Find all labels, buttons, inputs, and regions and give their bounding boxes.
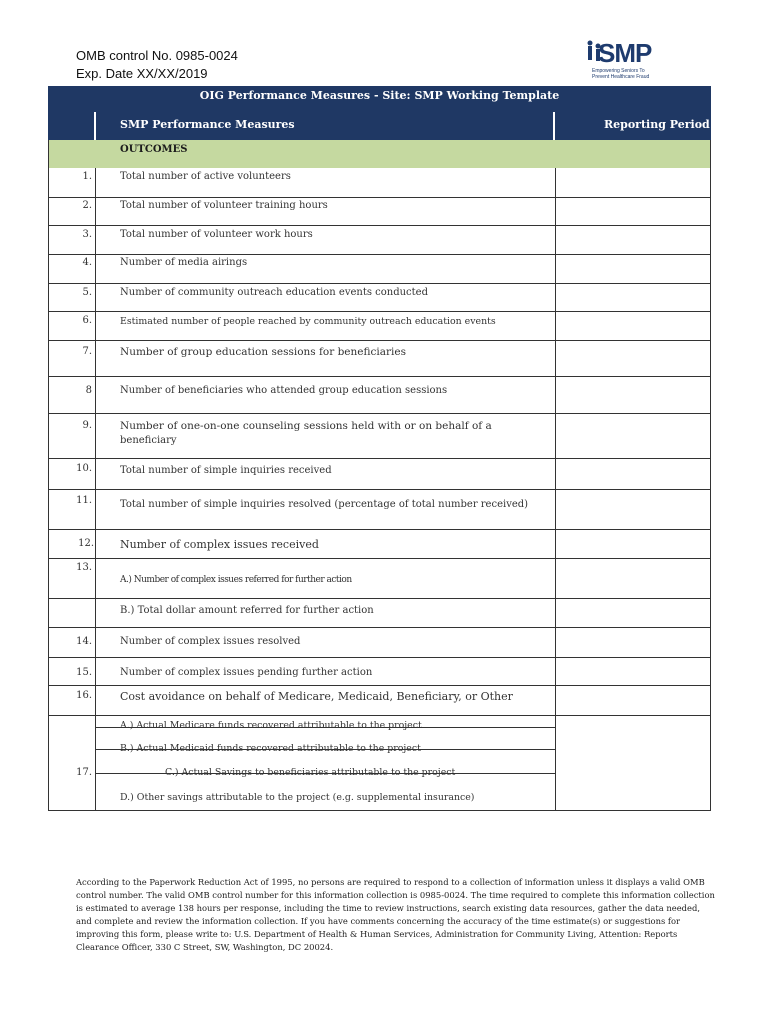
row-line — [48, 458, 711, 459]
row-number: 11. — [76, 495, 92, 506]
row-line — [48, 413, 711, 414]
row-line — [48, 254, 711, 255]
row-line — [48, 489, 711, 490]
grid-left — [48, 140, 49, 810]
num-col-header — [48, 112, 96, 140]
smp-logo — [584, 36, 664, 84]
title-band — [48, 86, 711, 112]
row-line — [48, 376, 711, 377]
row-number: 9. — [82, 420, 92, 431]
omb-control-number: OMB control No. 0985-0024 — [76, 48, 238, 63]
row-line — [48, 657, 711, 658]
row-line — [48, 627, 711, 628]
measure-label: Total number of simple inquiries received — [120, 465, 332, 476]
logo-tagline-2: Prevent Healthcare Fraud — [592, 74, 650, 80]
measure-label: Total number of active volunteers — [120, 171, 291, 182]
measure-label: Number of one-on-one counseling sessions held with or on behalf of a — [120, 420, 492, 432]
measure-label-continued: beneficiary — [120, 435, 177, 446]
measure-sub-label: D.) Other savings attributable to the project (e.g. supplemental insurance) — [120, 792, 475, 803]
row-number: 4. — [82, 257, 92, 268]
table-title: OIG Performance Measures - Site: SMP Working Template — [199, 89, 560, 102]
row-line — [48, 529, 711, 530]
row-number: 7. — [82, 346, 92, 357]
measure-label: Total number of volunteer work hours — [120, 229, 313, 240]
row-line — [48, 340, 711, 341]
row-line — [48, 311, 711, 312]
measure-label: Estimated number of people reached by community outreach education events — [120, 316, 496, 327]
row-number: 6. — [82, 315, 92, 326]
measure-sub-label: B.) Actual Medicaid funds recovered attributable to the project — [120, 743, 421, 754]
table-bottom-line — [48, 810, 711, 811]
row-number: 1. — [82, 171, 92, 182]
measure-label: Total number of simple inquiries resolved (percentage of total number received) — [120, 499, 529, 510]
row-number: 3. — [82, 229, 92, 240]
measure-sub-label: A.) Actual Medicare funds recovered attributable to the project — [120, 720, 422, 731]
measure-label: Number of group education sessions for beneficiaries — [120, 346, 406, 358]
column-header-band — [48, 112, 711, 140]
measure-sub-label: A.) Number of complex issues referred for further action — [120, 575, 352, 585]
measure-sub-label: C.) Actual Savings to beneficiaries attributable to the project — [165, 767, 456, 778]
measure-label: Total number of volunteer training hours — [120, 200, 328, 211]
row-line — [48, 283, 711, 284]
row-line — [48, 558, 711, 559]
col-header-measures: SMP Performance Measures — [120, 118, 295, 131]
measure-label: Cost avoidance on behalf of Medicare, Medicaid, Beneficiary, or Other — [120, 690, 513, 703]
row-line — [48, 715, 711, 716]
grid-right — [710, 140, 711, 810]
section-outcomes: OUTCOMES — [120, 144, 188, 155]
logo-wordmark: SMP — [598, 38, 652, 68]
row-number: 15. — [76, 667, 92, 678]
measure-label: Number of complex issues pending further action — [120, 667, 373, 678]
measure-label: Number of beneficiaries who attended group education sessions — [120, 385, 448, 396]
row-number: 16. — [76, 690, 92, 701]
row-number: 8 — [85, 385, 92, 396]
measure-label: Number of community outreach education events conducted — [120, 287, 428, 298]
row-number: 5. — [82, 287, 92, 298]
paperwork-reduction-notice: According to the Paperwork Reduction Act of 1995, no persons are required to respond to a collection of information unless it displays a valid OMB control number. The valid OMB control number for this information collection is 0985-0024. The time required to complete this information collection is estimated to average 138 hours per response, including the time to review instructions, search existing data resources, gather the data needed, and complete and review the information collection. If you have comments concerning the accuracy of the time estimate(s) or suggestions for improving this form, please write to: U.S. Department of Health & Human Services, Administration for Community Living, Attention: Reports Clearance Officer, 330 C Street, SW, Washington, DC 20024. — [76, 877, 715, 952]
col-header-period: Reporting Period — [604, 118, 710, 131]
expiration-date: Exp. Date XX/XX/2019 — [76, 66, 208, 81]
row-number: 14. — [76, 636, 92, 647]
col-divider — [553, 112, 555, 140]
row-line — [48, 598, 711, 599]
row-number: 12. — [78, 538, 94, 549]
measure-label: Number of complex issues received — [120, 538, 319, 551]
outcomes-band — [48, 140, 711, 168]
logo-tagline: Empowering Seniors To — [592, 68, 645, 74]
row-number: 10. — [76, 463, 92, 474]
row-number: 2. — [82, 200, 92, 211]
row-line — [48, 197, 711, 198]
measure-sub-label: B.) Total dollar amount referred for further action — [120, 605, 374, 616]
row-line — [48, 225, 711, 226]
row-number: 13. — [76, 562, 92, 573]
row-number: 17. — [76, 767, 92, 778]
measure-label: Number of complex issues resolved — [120, 636, 301, 647]
measure-label: Number of media airings — [120, 257, 248, 268]
row-line — [48, 685, 711, 686]
